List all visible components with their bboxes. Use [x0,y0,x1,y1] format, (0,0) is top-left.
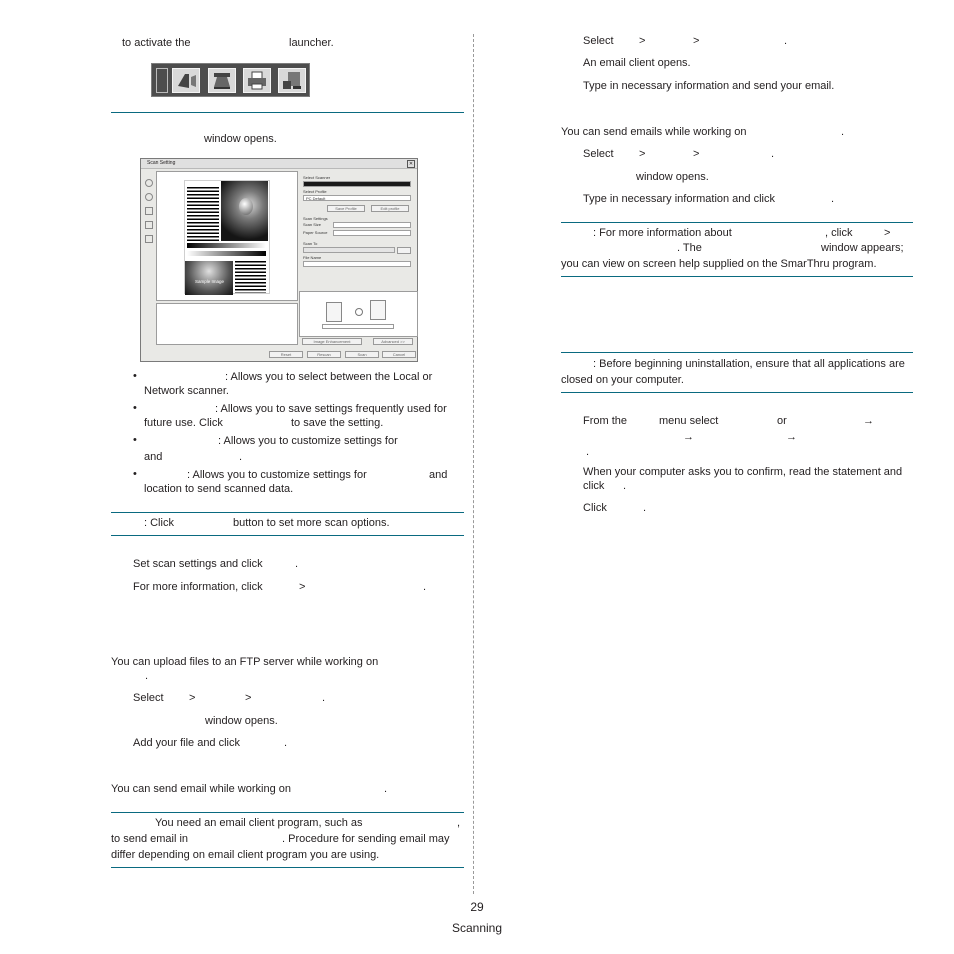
smarthru-launcher-image [151,63,310,97]
page-number: 29 [470,900,484,914]
document-icon [326,302,342,322]
period: . [586,446,590,458]
scan-size-label: Scan Size [303,222,322,227]
note-help-text-3: . The [677,242,702,254]
period: . [384,783,388,795]
note-rule-bottom [111,867,464,868]
menu-separator: > [884,227,891,239]
scan-launch-icon [172,68,200,93]
note-rule-top [111,812,464,813]
bullet-glyph: • [133,434,137,446]
scan-preview-lower [156,303,298,345]
bullet-4-text-3: location to send scanned data. [144,483,294,495]
select-scanner-label: Select Scanner [303,175,331,180]
note-help-text-5: you can view on screen help supplied on the SmarThru program. [561,258,877,270]
bullet-2-text-3: to save the setting. [291,417,384,429]
confirm-text: When your computer asks you to confirm, read the statement and [583,466,903,478]
note-help-text-4: window appears; [821,242,904,254]
bullet-3-text-3: . [239,451,243,463]
note-email-text-2: to send email in [111,833,189,845]
file-name-label: File Name [303,255,322,260]
menu-separator: > [693,148,700,160]
period: . [423,581,427,593]
menu-separator: > [245,692,252,704]
menu-separator: > [189,692,196,704]
zoom-out-icon [145,193,153,201]
arrow-icon [355,308,363,316]
note-rule-top [561,352,913,353]
destination-icon [370,300,386,320]
column-divider [473,34,474,894]
from-the-text: From the [583,415,628,427]
launcher-control-icon [156,68,168,93]
bullet-1-text-2: Network scanner. [144,385,229,397]
emails-intro-text: You can send emails while working on [561,126,747,138]
note-uninstall-text-2: closed on your computer. [561,374,684,386]
reset-button: Reset [269,351,303,358]
gradient-bar [187,243,266,248]
bullet-3-text-2: and [144,451,163,463]
select-profile-label: Select Profile [303,189,327,194]
print-launch-icon [243,68,271,93]
bullet-1-text: : Allows you to select between the Local or [225,371,433,383]
file-name-field [303,261,411,267]
note-rule-bottom [561,392,913,393]
menu-separator: > [639,148,646,160]
note-rule-top [561,222,913,223]
section-name: Scanning [451,921,503,935]
email-launch-icon [278,68,306,93]
more-info-text: For more information, click [133,581,263,593]
section-rule [111,112,464,113]
sample-document [184,180,270,294]
ftp-add-file-text: Add your file and click [133,737,240,749]
scan-settings-label: Scan Settings [303,216,328,221]
period: . [784,35,788,47]
window-tool-strip [143,171,154,336]
note-email-text: You need an email client program, such as [155,817,363,829]
click-text: Click [583,502,607,514]
activate-text: to activate the [122,37,191,49]
bullet-2-text-2: future use. Click [144,417,223,429]
close-icon: ✕ [408,161,414,167]
bullet-4-text: : Allows you to customize settings for [187,469,367,481]
period: . [831,193,835,205]
period: . [145,670,149,682]
ftp-select-text: Select [133,692,164,704]
note-email-comma: , [457,817,461,829]
period: . [284,737,288,749]
bullet-glyph: • [133,402,137,414]
note-advanced-text: : Click [144,517,174,529]
scan-flow-panel [299,291,418,337]
type-info-click-text: Type in necessary information and click [583,193,775,205]
edit-profile-button: Edit profile [371,205,409,212]
image-launch-icon [208,68,236,93]
cancel-button: Cancel [382,351,416,358]
arrow-icon: → [683,431,694,443]
scan-button: Scan [345,351,379,358]
bullet-glyph: • [133,468,137,480]
gradient-bar-2 [187,251,266,256]
fit-icon [145,221,153,229]
select-area-icon [145,207,153,215]
window-title: Scan Setting [147,160,176,166]
launcher-text: launcher. [289,37,334,49]
image-enhancement-button: Image Enhancement [302,338,362,345]
save-profile-button: Save Profile [327,205,365,212]
note-advanced-text-2: button to set more scan options. [233,517,390,529]
period: . [623,480,627,492]
scan-to-label: Scan To [303,241,318,246]
note-help-text: : For more information about [593,227,732,239]
menu-separator: > [639,35,646,47]
profile-select [303,195,411,201]
paper-source-label: Paper Source [303,230,328,235]
menu-select-text: menu select [659,415,719,427]
menu-separator: > [693,35,700,47]
text-block-image [187,187,219,241]
progress-bar [322,324,394,329]
set-scan-settings-text: Set scan settings and click [133,558,263,570]
bullet-4-text-2: and [429,469,448,481]
select-text: Select [583,35,614,47]
bullet-glyph: • [133,370,137,382]
zoom-in-icon [145,179,153,187]
or-text: or [777,415,787,427]
note-rule-bottom [561,276,913,277]
period: . [643,502,647,514]
rescan-button: Rescan [307,351,341,358]
scan-size-select [333,222,411,228]
arrow-icon: → [863,415,874,427]
sample-image-label: Sample Image [195,279,225,284]
note-email-text-3: . Procedure for sending email may [282,833,450,845]
note-rule-top [111,512,464,513]
text-block-image-2 [235,261,266,293]
profile-value: PC Default [306,196,326,201]
scanner-select [303,181,411,187]
advanced-button: Advanced >> [373,338,413,345]
window-titlebar [141,159,417,169]
email-client-opens-text: An email client opens. [583,57,691,69]
rotate-icon [145,235,153,243]
arrow-icon: → [786,431,797,443]
scan-preview-area [156,171,298,301]
period: . [771,148,775,160]
period: . [841,126,845,138]
email-intro-text: You can send email while working on [111,783,291,795]
period: . [322,692,326,704]
note-email-text-4: differ depending on email client program you are using. [111,849,380,861]
bullet-3-text: : Allows you to customize settings for [218,435,398,447]
period: . [295,558,299,570]
scan-setting-window [140,158,418,362]
note-help-text-2: , click [825,227,853,239]
sample-photo [185,261,233,295]
bullet-2-text: : Allows you to save settings frequently used for [215,403,447,415]
browse-button [397,247,411,254]
confirm-click-text: click [583,480,605,492]
note-rule-bottom [111,535,464,536]
window-opens-text: window opens. [204,133,277,145]
select-text: Select [583,148,614,160]
paper-source-select [333,230,411,236]
scan-to-path [303,247,395,253]
balloon-photo [221,181,268,241]
note-uninstall-text: : Before beginning uninstallation, ensure that all applications are [593,358,905,370]
type-info-send-text: Type in necessary information and send your email. [583,80,835,92]
scan-settings-panel [299,171,416,291]
window-opens-text: window opens. [205,715,278,727]
menu-separator: > [299,581,306,593]
window-opens-text: window opens. [636,171,709,183]
ftp-intro-text: You can upload files to an FTP server while working on [111,656,379,668]
